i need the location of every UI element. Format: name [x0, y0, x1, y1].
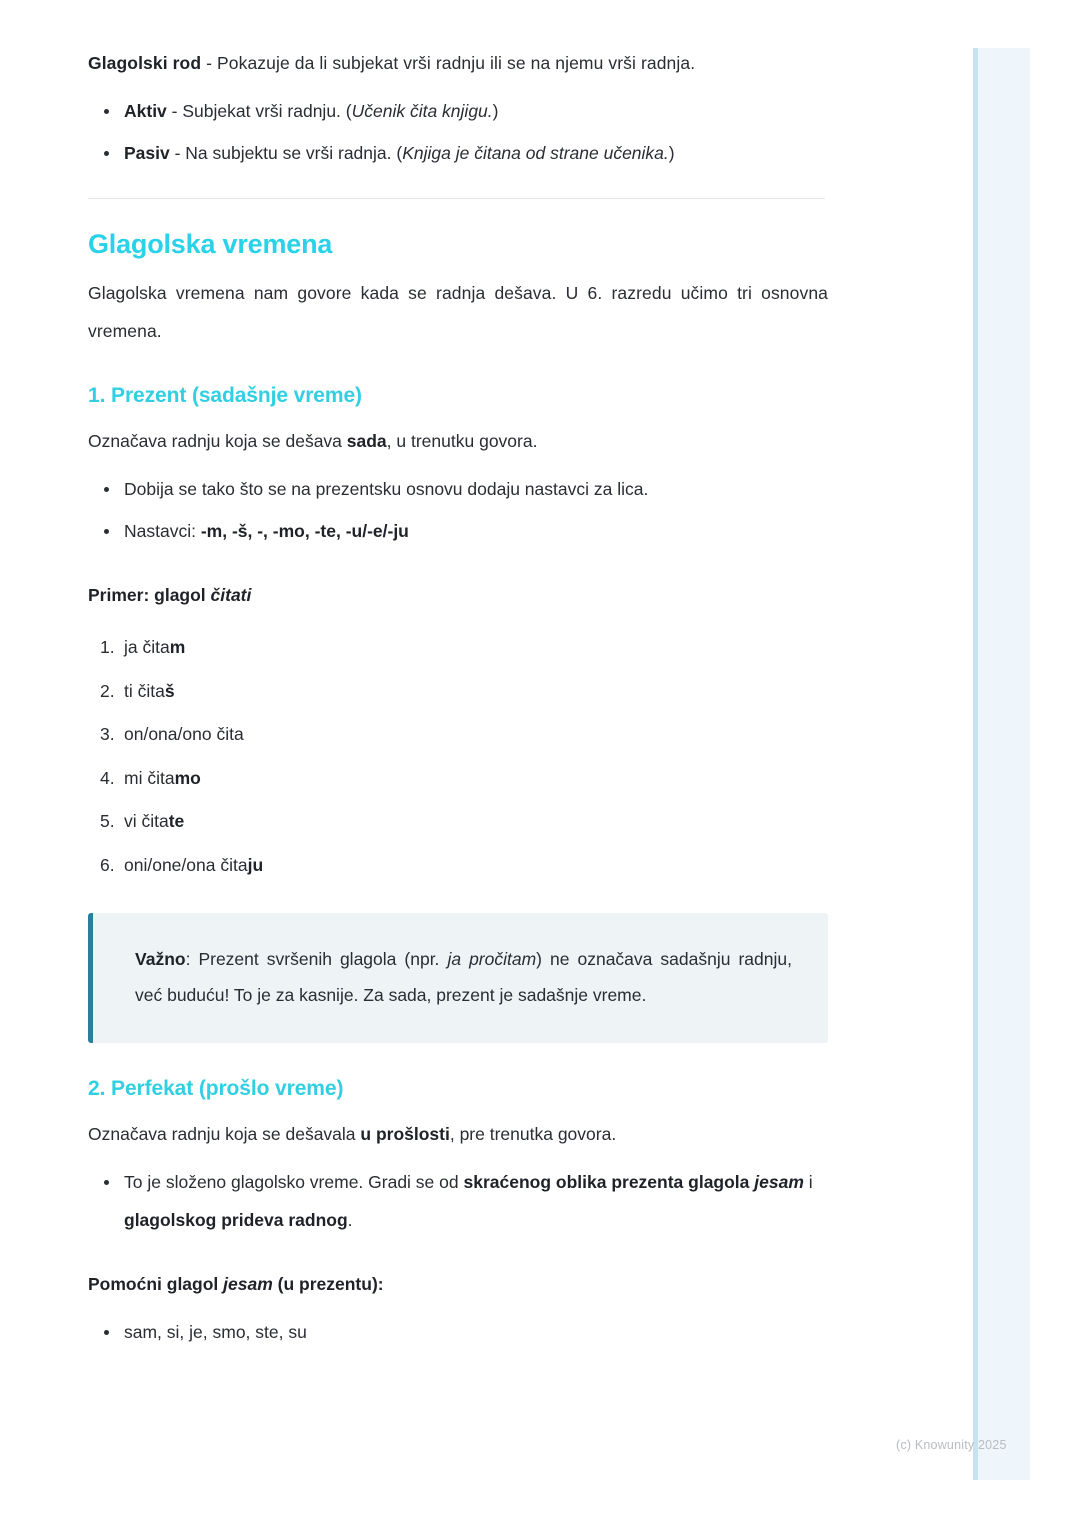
aux-label-post: (u prezentu):: [272, 1274, 384, 1294]
voice-list: [88, 92, 828, 172]
callout-italic-example: ja pročitam: [447, 949, 537, 969]
list-item: [88, 670, 828, 714]
list-item: [88, 512, 828, 550]
conjugation-ending: m: [169, 637, 186, 657]
intro-definition-paragraph: [88, 44, 828, 82]
bullet-bold2: glagolskog prideva radnog: [124, 1210, 348, 1230]
conjugation-ending: š: [164, 680, 175, 701]
list-item: [88, 92, 828, 130]
conjugation-stem: oni/one/ona čita: [124, 854, 248, 875]
prezent-definition-post: , u trenutku govora.: [386, 431, 538, 451]
list-item: [88, 1163, 828, 1239]
callout-text: [135, 941, 792, 1013]
perfekat-definition-post: , pre trenutka govora.: [449, 1124, 617, 1144]
intro-term: Glagolski rod: [88, 53, 202, 73]
callout-label: Važno: [135, 949, 186, 969]
perfekat-definition-paragraph: [88, 1115, 828, 1153]
perfekat-bullet-list: [88, 1163, 828, 1239]
conjugation-ending: ju: [247, 854, 264, 875]
perfekat-aux-label: [88, 1265, 828, 1303]
voice-dash: -: [169, 143, 186, 163]
important-callout-box: [88, 913, 828, 1043]
conjugation-stem: mi čita: [124, 767, 175, 788]
list-item: [88, 757, 828, 801]
page-title: Glagolska vremena: [88, 229, 333, 259]
list-item: [88, 713, 828, 757]
voice-label: Pasiv: [124, 143, 170, 163]
bullet-bold: -m, -š, -, -mo, -te, -u/-e/-ju: [200, 521, 409, 541]
bullet-period: .: [347, 1210, 353, 1230]
intro-definition-text: Pokazuje da li subjekat vrši radnju ili se na njemu vrši radnja.: [217, 53, 696, 73]
prezent-example-label: [88, 576, 828, 614]
list-item: [88, 626, 828, 670]
voice-dash: -: [166, 101, 183, 121]
callout-colon: :: [185, 949, 199, 969]
document-content: [88, 44, 828, 1361]
list-item: [88, 1313, 828, 1351]
conjugation-stem: on/ona/ono čita: [124, 724, 244, 744]
aux-forms-text: sam, si, je, smo, ste, su: [124, 1322, 307, 1342]
list-item: [88, 844, 828, 888]
prezent-definition-bold: sada: [346, 431, 387, 451]
copyright-watermark: (c) Knowunity 2025: [896, 1438, 1007, 1452]
prezent-definition-pre: Označava radnju koja se dešava: [88, 431, 347, 451]
perfekat-definition-bold: u prošlosti: [360, 1124, 450, 1144]
bullet-bold1: skraćenog oblika prezenta glagola: [463, 1172, 755, 1192]
example-label-verb: čitati: [210, 585, 252, 605]
voice-text: Subjekat vrši radnju. (: [182, 101, 352, 121]
conjugation-stem: ti čita: [124, 680, 165, 701]
aux-label-italic: jesam: [223, 1274, 273, 1294]
subsection-title-prezent: 1. Prezent (sadašnje vreme): [88, 384, 362, 407]
conjugation-ending: mo: [174, 767, 201, 788]
aux-label-pre: Pomoćni glagol: [88, 1274, 224, 1294]
voice-example: Učenik čita knjigu.: [351, 101, 493, 121]
conjugation-ending: te: [168, 811, 185, 831]
subsection-title-perfekat: 2. Perfekat (prošlo vreme): [88, 1077, 344, 1100]
prezent-definition-paragraph: [88, 422, 828, 460]
list-item: [88, 134, 828, 172]
callout-part1: Prezent svršenih glagola (npr.: [198, 949, 448, 969]
bullet-part1: To je složeno glagolsko vreme. Gradi se od: [124, 1172, 464, 1192]
perfekat-definition-pre: Označava radnju koja se dešavala: [88, 1124, 361, 1144]
list-item: [88, 800, 828, 844]
voice-close-paren: ): [492, 101, 499, 121]
intro-dash: -: [201, 53, 217, 73]
voice-label: Aktiv: [124, 101, 167, 121]
example-label-pre: Primer: glagol: [88, 585, 211, 605]
section-divider: [88, 198, 825, 199]
conjugation-stem: vi čita: [124, 811, 169, 831]
perfekat-aux-forms-list: [88, 1313, 828, 1351]
bullet-text: Dobija se tako što se na prezentsku osnovu dodaju nastavci za lica.: [124, 479, 649, 499]
voice-example: Knjiga je čitana od strane učenika.: [402, 143, 669, 163]
voice-close-paren: ): [668, 143, 675, 163]
bullet-text: Nastavci:: [124, 521, 201, 541]
conjugation-stem: ja čita: [124, 637, 170, 657]
prezent-conjugation-list: [88, 626, 828, 887]
list-item: [88, 470, 828, 508]
callout-part2: ) ne označava sadašnju radnju, već buduću! To je za kasnije. Za sada, prezent je sadašnje vreme.: [135, 949, 792, 1005]
voice-text: Na subjektu se vrši radnja. (: [185, 143, 403, 163]
bullet-mid: i: [803, 1172, 813, 1192]
section-intro-paragraph: Glagolska vremena nam govore kada se radnja dešava. U 6. razredu učimo tri osnovna vremena.: [88, 283, 828, 341]
prezent-bullet-list: [88, 470, 828, 550]
bullet-bold-italic: jesam: [754, 1172, 804, 1192]
